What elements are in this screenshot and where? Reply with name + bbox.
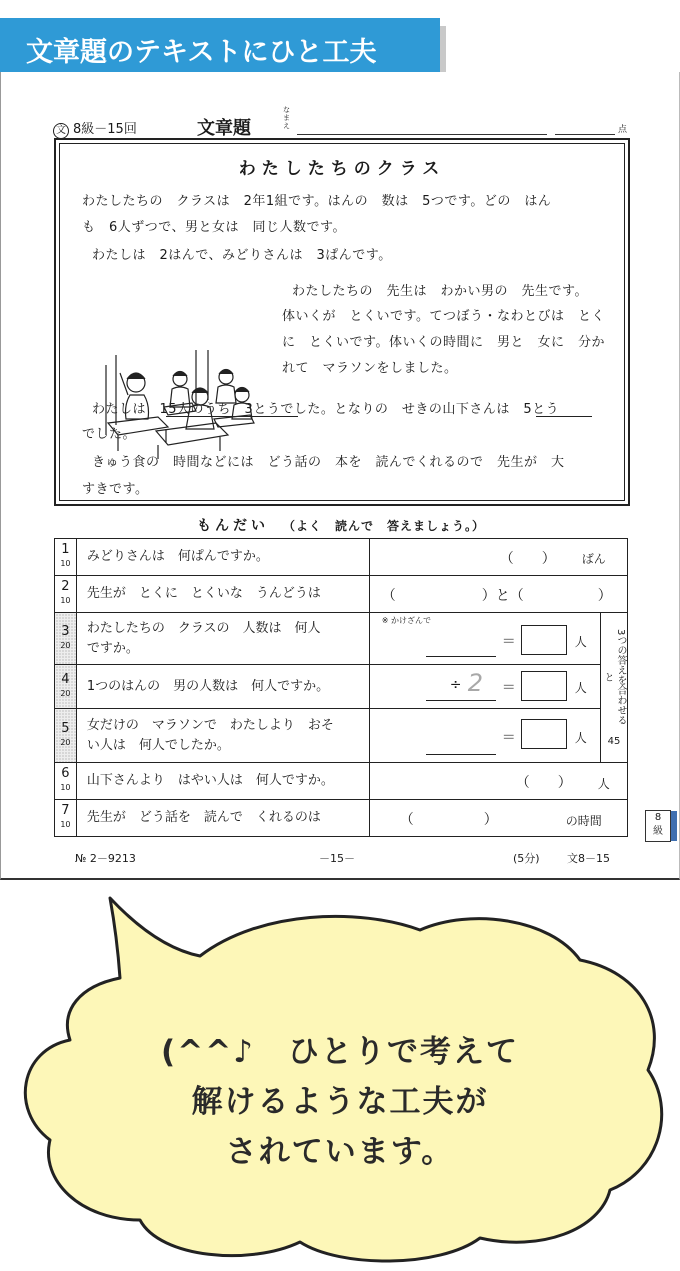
question-points: 10 bbox=[60, 559, 71, 568]
equals-sign: ＝ bbox=[501, 680, 516, 696]
question-row bbox=[55, 763, 628, 800]
name-label: なまえ bbox=[283, 106, 290, 130]
answer-box[interactable] bbox=[521, 625, 567, 655]
questions-table bbox=[54, 538, 628, 837]
answer-cell-4[interactable] bbox=[369, 665, 600, 709]
story-line: わたしたちの クラスは 2年1組です。はんの 数は 5つです。どの はん bbox=[82, 194, 552, 209]
story-line: 体いくが とくいです。てつぼう・なわとびは とく bbox=[282, 309, 605, 324]
question-number: 1 10 bbox=[55, 539, 77, 576]
questions-title: もんだい bbox=[196, 518, 269, 534]
answer-box[interactable] bbox=[521, 671, 567, 701]
bubble-line-1: (^^♪ ひとりで考えて bbox=[161, 1034, 519, 1070]
side-total: 45 bbox=[607, 736, 621, 747]
story-line: でした。 bbox=[82, 427, 137, 442]
sheet-code bbox=[53, 118, 137, 139]
question-number: 3 20 bbox=[55, 613, 77, 665]
question-points: 10 bbox=[60, 820, 71, 829]
question-points: 20 bbox=[60, 688, 71, 698]
footer-page: －15－ bbox=[319, 852, 355, 865]
story-line: すきです。 bbox=[82, 482, 149, 497]
question-text: みどりさんは 何ぱんですか。 bbox=[76, 539, 369, 576]
answer-paren: （ ） bbox=[499, 551, 556, 567]
questions-instruction: （よく 読んで 答えましょう。） bbox=[282, 519, 485, 533]
answer-unit: 人 bbox=[597, 777, 610, 791]
answer-cell-3[interactable] bbox=[369, 613, 600, 665]
formula-line[interactable] bbox=[426, 754, 496, 755]
sheet-code-text: 8級－15回 bbox=[73, 122, 137, 137]
score-field[interactable] bbox=[555, 134, 615, 135]
answer-unit: ばん bbox=[581, 552, 606, 566]
question-row bbox=[55, 665, 628, 709]
story-title: わたしたちのクラス bbox=[238, 159, 446, 179]
handwritten-digit: 2 bbox=[467, 669, 484, 697]
answer-paren-close: ） bbox=[597, 588, 612, 604]
equals-sign: ＝ bbox=[501, 634, 516, 650]
answer-cell-5[interactable] bbox=[369, 709, 600, 763]
answer-paren-mid: ）と（ bbox=[481, 588, 524, 604]
question-text: わたしたちの クラスの 人数は 何人 ですか。 bbox=[76, 613, 369, 665]
story-line: わたしは 2はんで、みどりさんは 3ぱんです。 bbox=[92, 248, 392, 263]
story-line: に とくいです。体いくの時間に 男と 女に 分か bbox=[282, 335, 605, 350]
answer-cell-6[interactable] bbox=[369, 763, 627, 800]
question-row bbox=[55, 613, 628, 665]
question-row bbox=[55, 709, 628, 763]
question-text: 1つのはんの 男の人数は 何人ですか。 bbox=[76, 665, 369, 709]
question-number: 6 10 bbox=[55, 763, 77, 800]
story-line: わたしは 15人のうち 3とうでした。となりの せきの山下さんは 5とう bbox=[92, 402, 560, 417]
banner-title: 文章題のテキストにひと工夫 bbox=[26, 37, 377, 68]
question-points: 20 bbox=[60, 737, 71, 747]
underline-mark bbox=[536, 416, 592, 417]
answer-unit: 人 bbox=[574, 731, 587, 745]
answer-cell-2[interactable] bbox=[369, 576, 627, 613]
footer-time: (5分) bbox=[513, 852, 540, 865]
answer-unit: の時間 bbox=[565, 814, 602, 828]
footer-left: № 2－9213 bbox=[75, 852, 136, 865]
question-text: 山下さんより はやい人は 何人ですか。 bbox=[76, 763, 369, 800]
side-note: 3つの答えを合わせると 45 bbox=[600, 613, 627, 763]
question-row bbox=[55, 800, 628, 837]
division-sign: ÷ bbox=[449, 677, 462, 693]
equals-sign: ＝ bbox=[501, 730, 516, 746]
question-row bbox=[55, 576, 628, 613]
answer-unit: 人 bbox=[574, 681, 587, 695]
answer-note: ※ かけざんで bbox=[381, 616, 432, 625]
grade-tab: 8 級 bbox=[645, 810, 671, 842]
story-line: れて マラソンをしました。 bbox=[282, 361, 458, 376]
question-points: 20 bbox=[60, 640, 71, 650]
bubble-line-2: 解けるような工夫が bbox=[191, 1084, 489, 1120]
worksheet bbox=[0, 72, 680, 880]
answer-cell-7[interactable] bbox=[369, 800, 627, 837]
answer-paren: （ ） bbox=[399, 812, 498, 828]
question-text: 女だけの マラソンで わたしより おそ い人は 何人でしたか。 bbox=[76, 709, 369, 763]
question-number: 5 20 bbox=[55, 709, 77, 763]
question-number: 2 10 bbox=[55, 576, 77, 613]
score-label: 点 bbox=[618, 125, 628, 135]
answer-box[interactable] bbox=[521, 719, 567, 749]
formula-line[interactable] bbox=[426, 700, 496, 701]
question-row bbox=[55, 539, 628, 576]
question-number: 4 20 bbox=[55, 665, 77, 709]
answer-unit: 人 bbox=[574, 635, 587, 649]
answer-paren: （ ） bbox=[515, 775, 572, 791]
question-text: 先生が どう話を 読んで くれるのは bbox=[76, 800, 369, 837]
answer-paren-open: （ bbox=[381, 588, 396, 604]
question-points: 10 bbox=[60, 783, 71, 792]
story-line: わたしたちの 先生は わかい男の 先生です。 bbox=[292, 284, 588, 299]
story-box bbox=[54, 138, 630, 506]
speech-bubble bbox=[0, 890, 680, 1271]
sheet-title: 文章題 bbox=[197, 118, 251, 139]
question-points: 10 bbox=[60, 596, 71, 605]
classroom-illustration bbox=[96, 345, 256, 465]
question-text: 先生が とくに とくいな うんどうは bbox=[76, 576, 369, 613]
subject-mark: 文 bbox=[53, 123, 69, 139]
story-line: も 6人ずつで、男と女は 同じ人数です。 bbox=[82, 220, 346, 235]
answer-cell-1[interactable] bbox=[369, 539, 627, 576]
questions-heading bbox=[1, 515, 680, 535]
question-number: 7 10 bbox=[55, 800, 77, 837]
name-field[interactable] bbox=[297, 134, 547, 135]
story-line: きゅう食の 時間などには どう話の 本を 読んでくれるので 先生が 大 bbox=[92, 455, 565, 470]
bubble-line-3: されています。 bbox=[225, 1134, 455, 1170]
footer-code: 文8－15 bbox=[567, 852, 610, 865]
formula-line[interactable] bbox=[426, 656, 496, 657]
